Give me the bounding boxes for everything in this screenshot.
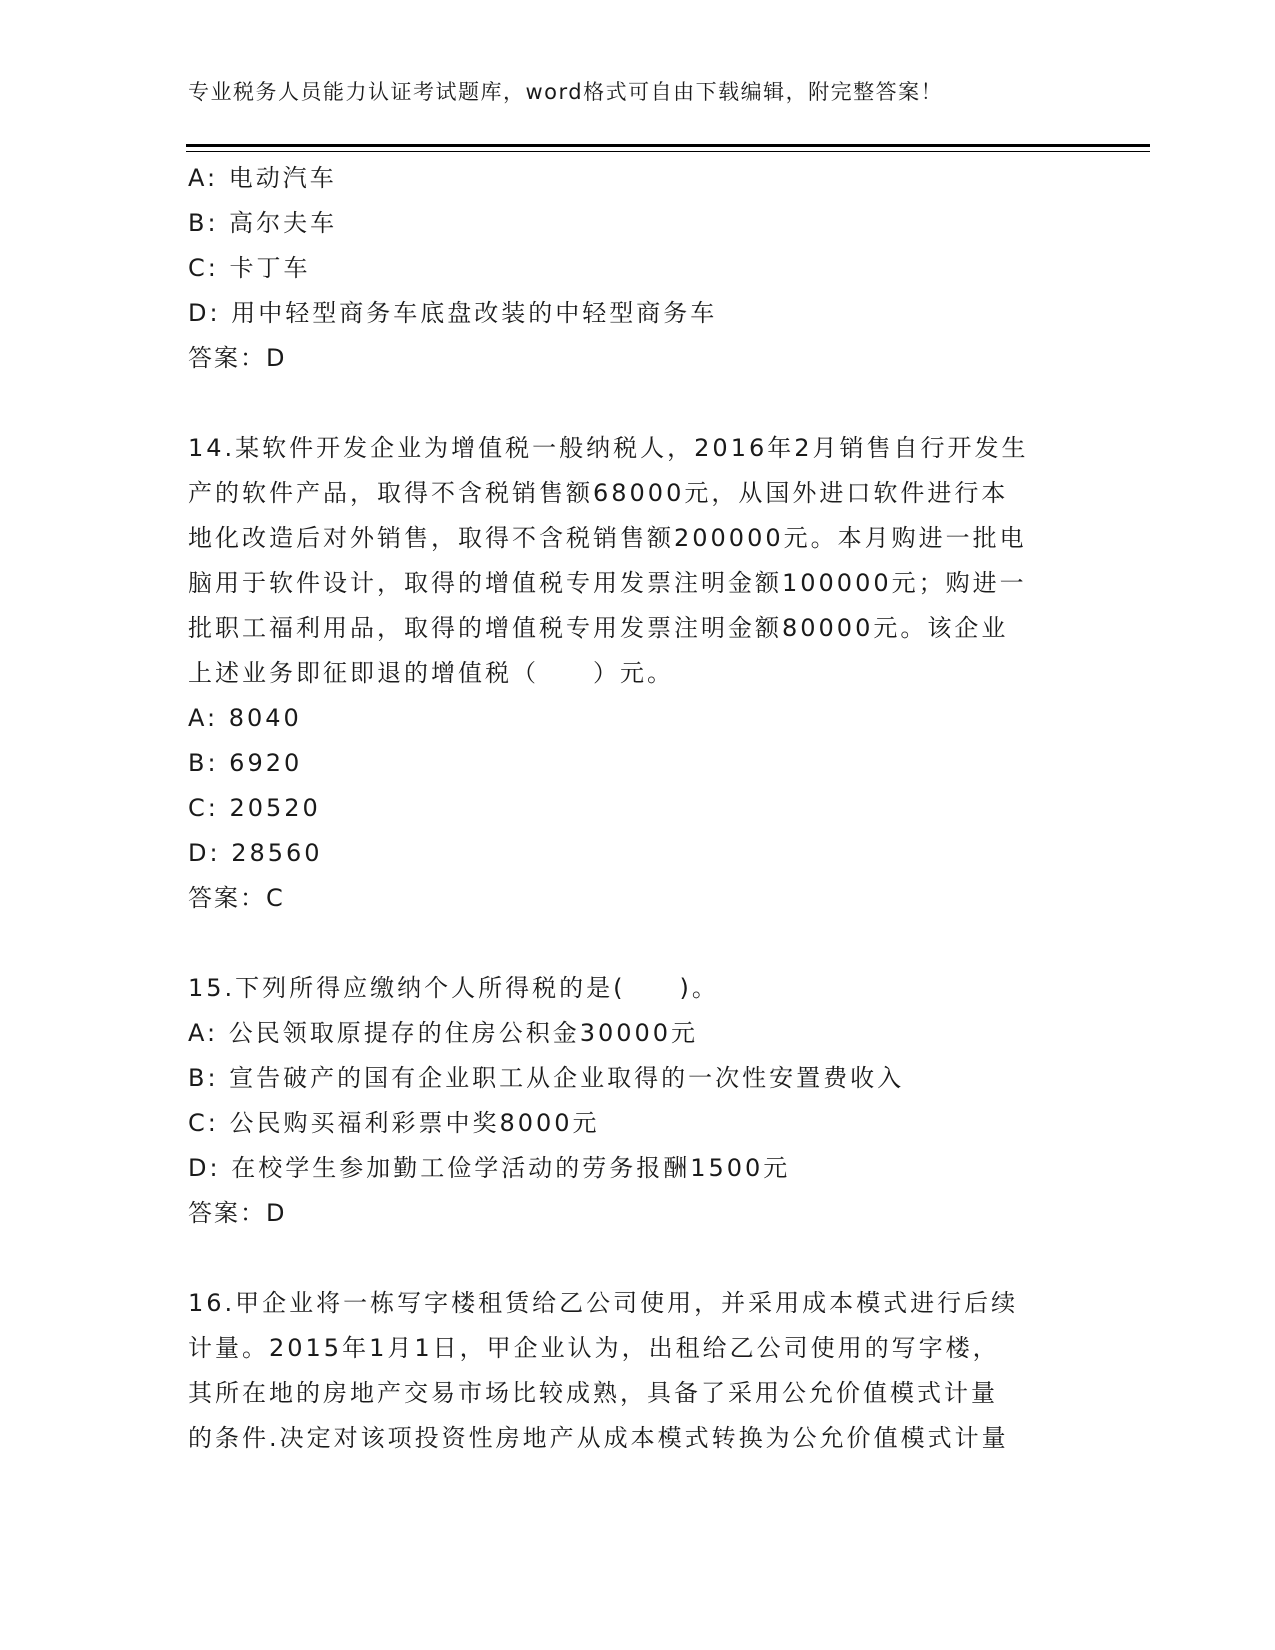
question-16 xyxy=(188,1281,1088,1461)
question-text-line: 计量。2015年1月1日，甲企业认为，出租给乙公司使用的写字楼， xyxy=(188,1334,1000,1362)
option-d: D: 用中轻型商务车底盘改装的中轻型商务车 xyxy=(188,299,718,327)
answer: 答案：D xyxy=(188,344,287,372)
question-text-line: 其所在地的房地产交易市场比较成熟，具备了采用公允价值模式计量 xyxy=(188,1379,998,1407)
question-14 xyxy=(188,426,1088,921)
question-text-line: 的条件.决定对该项投资性房地产从成本模式转换为公允价值模式计量 xyxy=(188,1424,1009,1452)
question-text-line: 14.某软件开发企业为增值税一般纳税人，2016年2月销售自行开发生 xyxy=(188,434,1029,462)
question-content xyxy=(188,156,1088,1461)
option-c: C: 卡丁车 xyxy=(188,254,311,282)
question-text-line: 16.甲企业将一栋写字楼租赁给乙公司使用，并采用成本模式进行后续 xyxy=(188,1289,1019,1317)
page-header: 专业税务人员能力认证考试题库，word格式可自由下载编辑，附完整答案！ xyxy=(188,80,944,104)
option-a: A: 电动汽车 xyxy=(188,164,337,192)
header-divider-thin xyxy=(186,151,1150,152)
question-text-line: 批职工福利用品，取得的增值税专用发票注明金额80000元。该企业 xyxy=(188,614,1009,642)
question-text-line: 产的软件产品，取得不含税销售额68000元，从国外进口软件进行本 xyxy=(188,479,1009,507)
option-c: C: 20520 xyxy=(188,794,321,822)
answer: 答案：C xyxy=(188,884,285,912)
question-text-line: 脑用于软件设计，取得的增值税专用发票注明金额100000元；购进一 xyxy=(188,569,1027,597)
option-b: B: 6920 xyxy=(188,749,303,777)
question-15 xyxy=(188,966,1088,1236)
option-b: B: 宣告破产的国有企业职工从企业取得的一次性安置费收入 xyxy=(188,1064,905,1092)
option-d: D: 在校学生参加勤工俭学活动的劳务报酬1500元 xyxy=(188,1154,791,1182)
question-text-line: 15.下列所得应缴纳个人所得税的是( )。 xyxy=(188,974,719,1002)
question-13-tail xyxy=(188,156,1088,381)
question-text-line: 上述业务即征即退的增值税（ ）元。 xyxy=(188,659,674,687)
option-c: C: 公民购买福利彩票中奖8000元 xyxy=(188,1109,600,1137)
option-a: A: 公民领取原提存的住房公积金30000元 xyxy=(188,1019,699,1047)
header-divider-thick xyxy=(186,144,1150,147)
option-d: D: 28560 xyxy=(188,839,323,867)
question-text-line: 地化改造后对外销售，取得不含税销售额200000元。本月购进一批电 xyxy=(188,524,1027,552)
option-a: A: 8040 xyxy=(188,704,302,732)
option-b: B: 高尔夫车 xyxy=(188,209,338,237)
answer: 答案：D xyxy=(188,1199,287,1227)
